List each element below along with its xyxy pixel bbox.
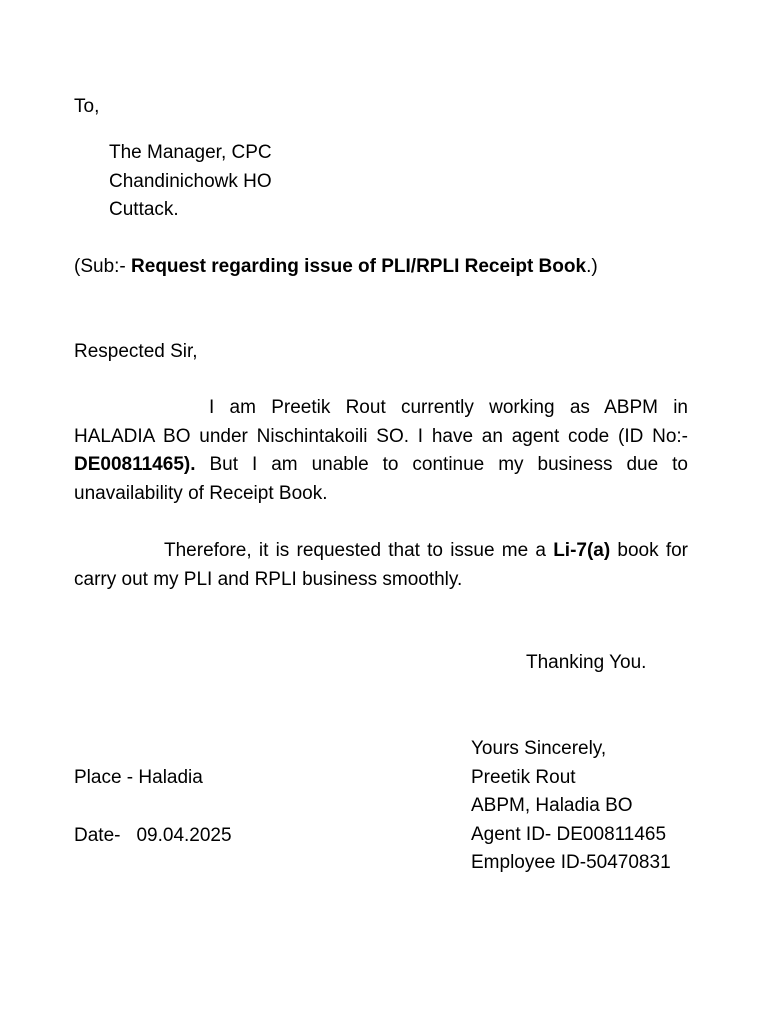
date-value: 09.04.2025 (136, 825, 232, 846)
book-code: Li-7(a) (553, 540, 611, 561)
thanking-line: Thanking You. (526, 652, 647, 673)
para1-text-1: I am Preetik Rout currently working as ABPM in HALADIA BO under Nischintakoili SO. I have an agent code (ID No:- (74, 397, 688, 447)
signature-designation: ABPM, Haladia BO (471, 795, 633, 816)
signature-employee-id: Employee ID-50470831 (471, 852, 671, 873)
subject-prefix: (Sub:- (74, 256, 132, 277)
recipient-line-3: Cuttack. (109, 199, 179, 220)
para2-text-1: Therefore, it is requested that to issue me a (164, 540, 554, 561)
para1-text-2: But I am unable to continue my business due to unavailability of Receipt Book. (74, 454, 688, 504)
signature-agent-id: Agent ID- DE00811465 (471, 824, 667, 845)
subject-suffix: .) (586, 256, 598, 277)
subject-text: Request regarding issue of PLI/RPLI Receipt Book (131, 256, 587, 277)
agent-code: DE00811465). (74, 454, 196, 475)
place-line: Place - Haladia (74, 767, 203, 788)
signature-name: Preetik Rout (471, 767, 576, 788)
recipient-line-1: The Manager, CPC (109, 142, 272, 163)
signature-closing: Yours Sincerely, (471, 738, 607, 759)
date-line (74, 822, 232, 850)
body-paragraph-2 (74, 537, 688, 594)
salutation: Respected Sir, (74, 341, 198, 362)
to-line: To, (74, 96, 100, 117)
date-label: Date- (74, 825, 121, 846)
para2-text-2: book for carry out my PLI and RPLI business smoothly. (74, 540, 688, 590)
recipient-line-2: Chandinichowk HO (109, 171, 272, 192)
subject-line (74, 253, 598, 281)
body-paragraph-1 (74, 394, 688, 508)
